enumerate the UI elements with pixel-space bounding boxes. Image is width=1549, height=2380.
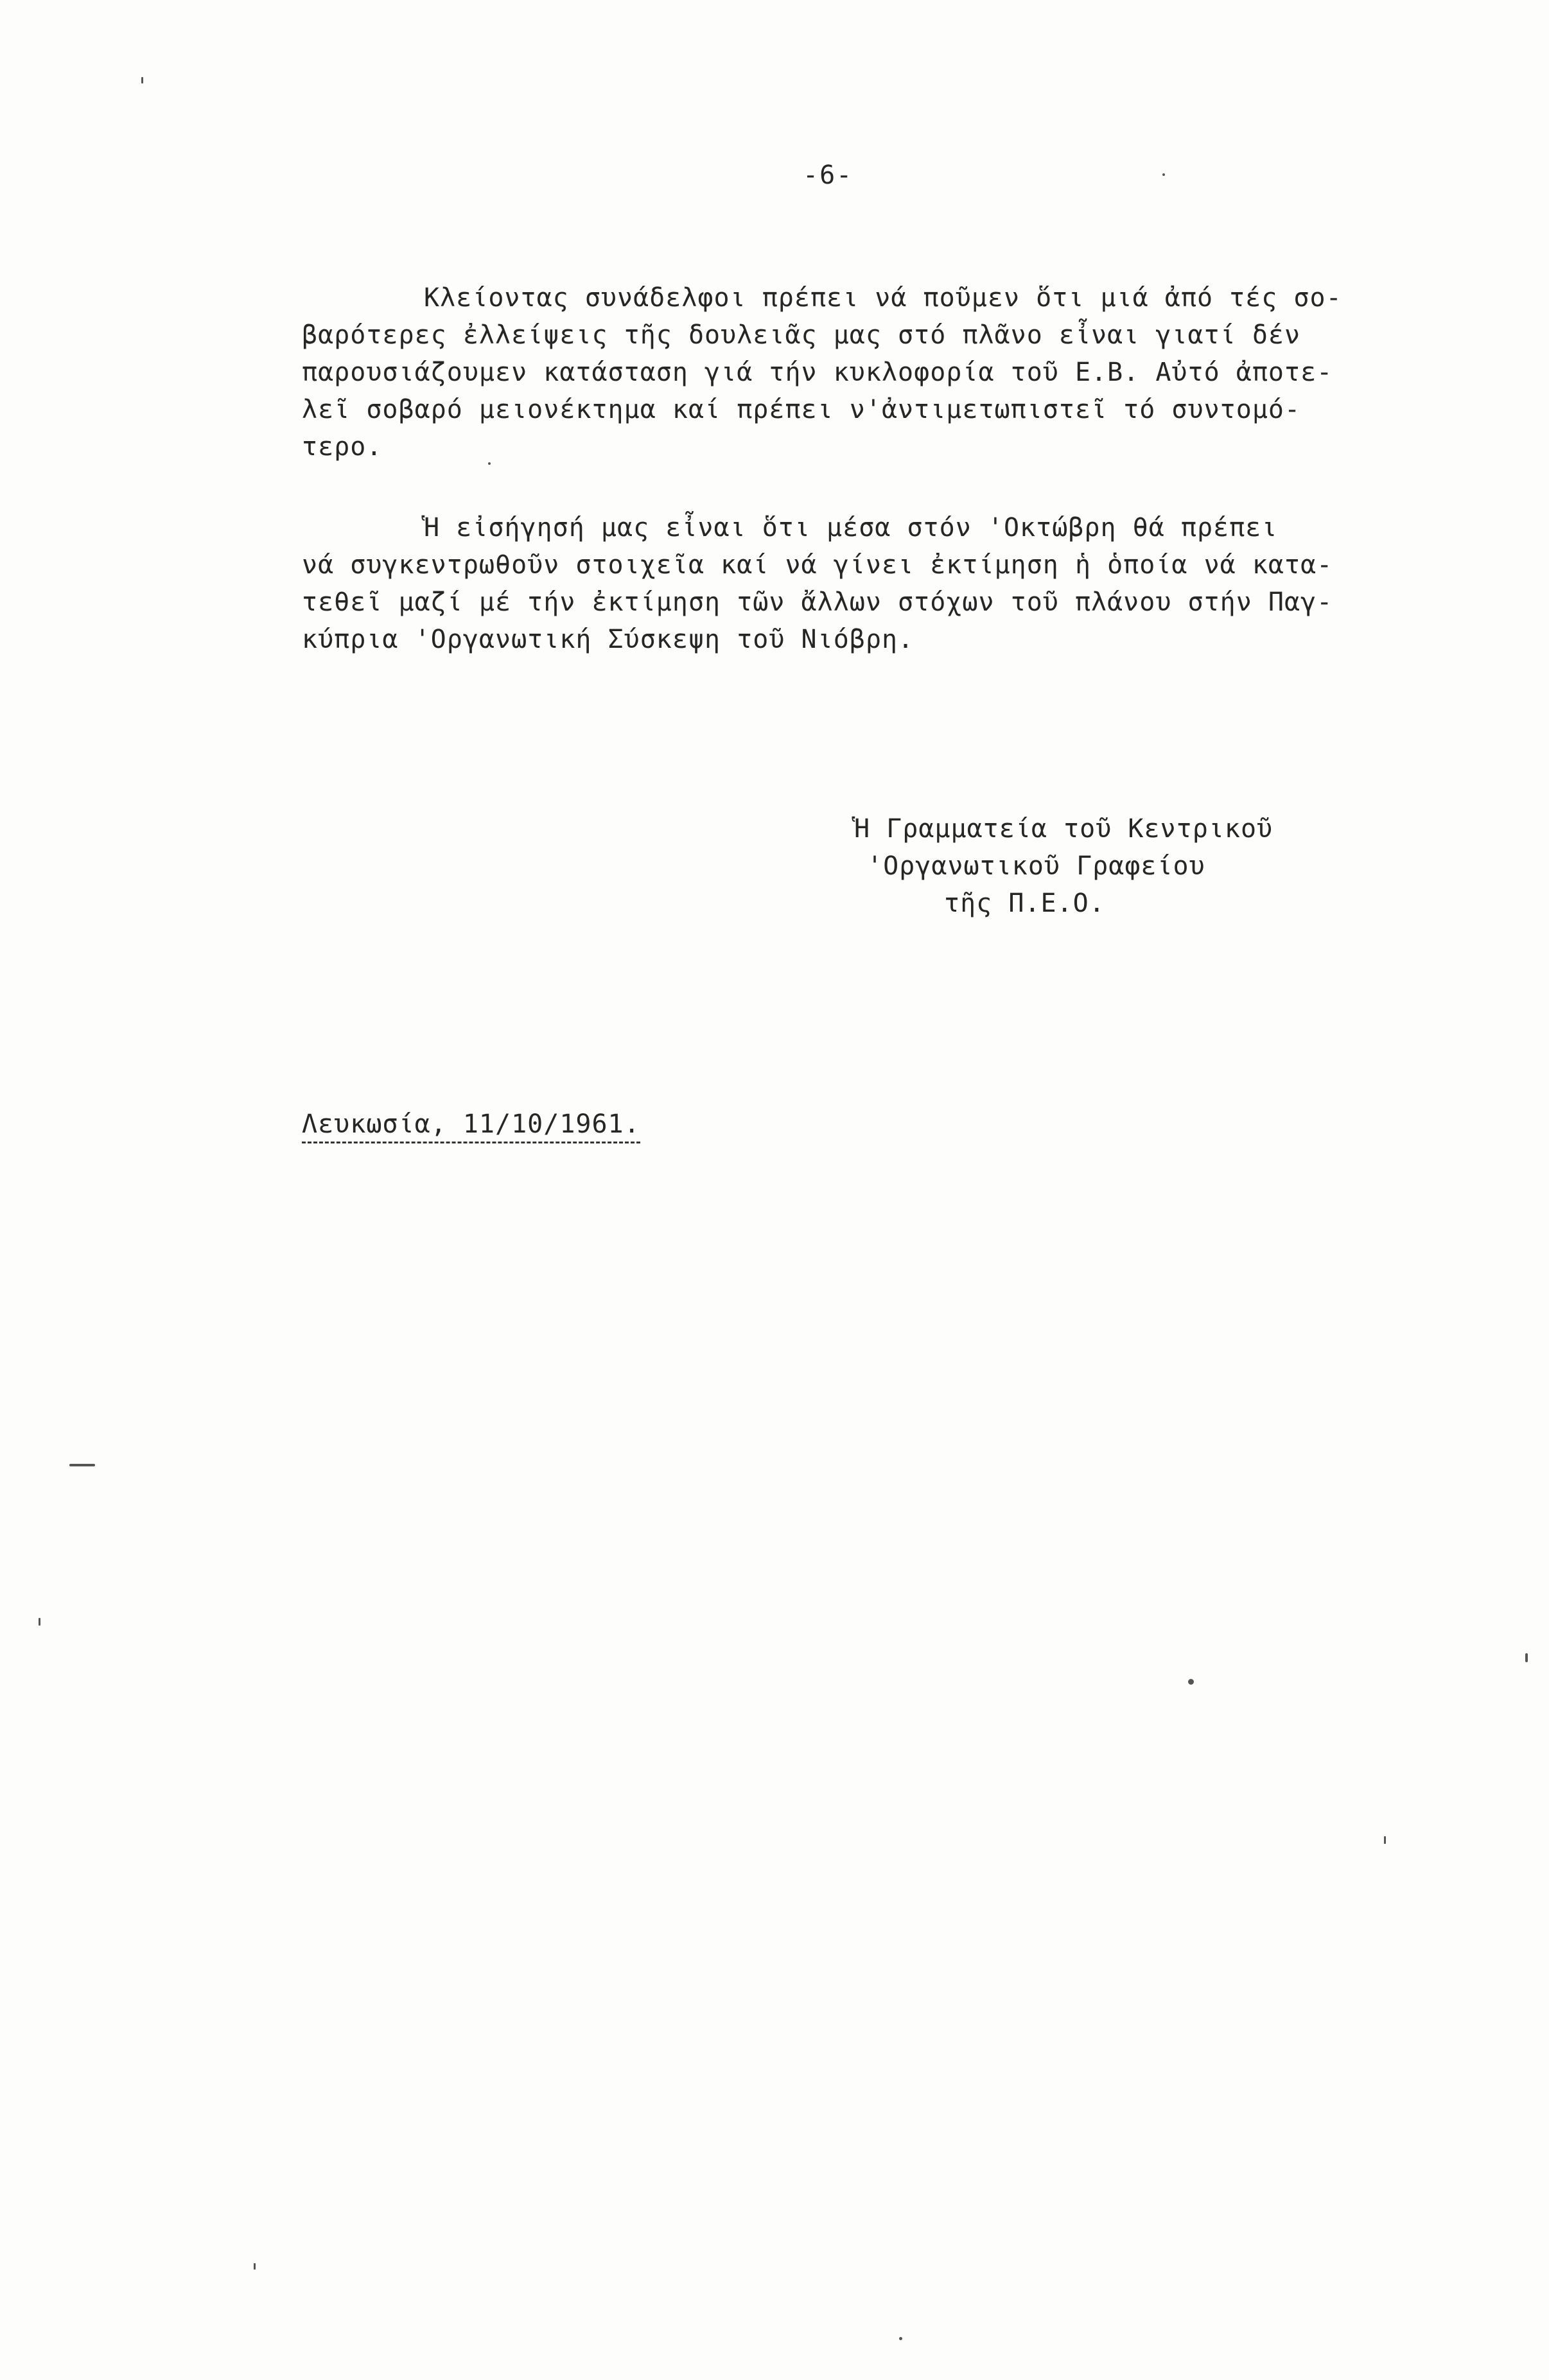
signature-block [854,810,1273,922]
page-number: -6- [803,161,853,190]
paragraph-closing-remarks [302,279,1406,465]
dateline: Λευκωσία, 11/10/1961. [302,1109,640,1143]
scan-speck [1384,1836,1386,1844]
text-line: Ἡ εἰσήγησή μας εἶναι ὅτι μέσα στόν 'Οκτώβρη θά πρέπει [424,513,1278,543]
text-line: τερο. [302,432,383,462]
paragraph-proposal [302,509,1406,658]
scan-speck [488,462,491,465]
scan-speck [1162,173,1165,176]
text-line: τεθεῖ μαζί μέ τήν ἐκτίμηση τῶν ἄλλων στόχων τοῦ πλάνου στήν Παγ- [302,587,1333,617]
text-line: κύπρια 'Οργανωτική Σύσκεψη τοῦ Νιόβρη. [302,625,915,654]
scan-speck [254,2263,256,2270]
scan-speck [141,77,143,83]
scan-speck [39,1618,40,1626]
signature-line: 'Οργανωτικοῦ Γραφείου [867,851,1205,881]
text-line: παρουσιάζουμεν κατάσταση γιά τήν κυκλοφορία τοῦ Ε.Β. Αὐτό ἀποτε- [302,358,1333,387]
text-line: λεῖ σοβαρό μειονέκτημα καί πρέπει ν'ἀντιμετωπιστεῖ τό συντομό- [302,395,1301,424]
signature-line: τῆς Π.Ε.Ο. [944,889,1105,918]
text-line: νά συγκεντρωθοῦν στοιχεῖα καί νά γίνει ἐκτίμηση ἡ ὁποία νά κατα- [302,550,1333,580]
scan-speck [1188,1679,1194,1685]
scan-speck [1525,1653,1528,1662]
text-line: Κλείοντας συνάδελφοι πρέπει νά ποῦμεν ὅτι μιά ἀπό τές σο- [424,283,1342,313]
signature-line: Ἡ Γραμματεία τοῦ Κεντρικοῦ [854,814,1273,844]
text-line: βαρότερες ἐλλείψεις τῆς δουλειᾶς μας στό πλᾶνο εἶναι γιατί δέν [302,320,1301,350]
scan-speck [899,2337,902,2340]
scan-speck [69,1464,95,1466]
